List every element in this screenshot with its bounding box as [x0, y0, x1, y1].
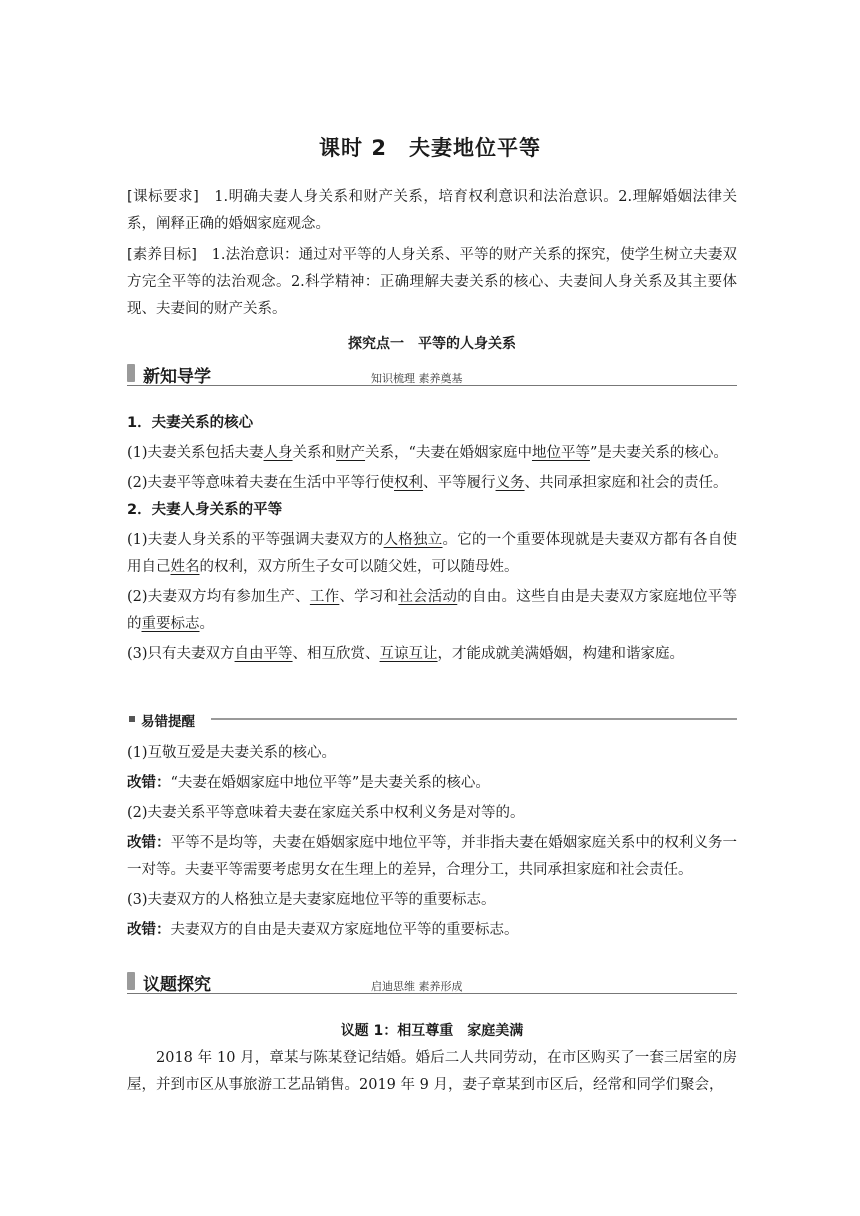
- correction-1: 改错：“夫妻在婚姻家庭中地位平等”是夫妻关系的核心。: [127, 775, 490, 791]
- blank-answer: 重要标志: [141, 616, 200, 632]
- knowledge-block: [127, 410, 737, 668]
- blank-answer: 互谅互让: [379, 646, 438, 662]
- intro-block: [127, 184, 737, 323]
- paragraph-core-1: (1)夫妻关系包括夫妻人身关系和财产关系，“夫妻在婚姻家庭中地位平等”是夫妻关系的核心。: [127, 445, 728, 461]
- section-divider: [127, 993, 737, 994]
- requirements-paragraph: [127, 184, 737, 238]
- blank-answer: 自由平等: [234, 646, 293, 662]
- paragraph-core-2: (2)夫妻平等意味着夫妻在生活中平等行使权利、平等履行义务、共同承担家庭和社会的责任。: [127, 475, 728, 491]
- requirements-text: 1.明确夫妻人身关系和财产关系，培育权利意识和法治意识。2.理解婚姻法律关系，阐释正确的婚姻家庭观念。: [127, 189, 737, 232]
- blank-answer: 社会活动: [398, 589, 458, 605]
- blank-answer: 地位平等: [531, 445, 590, 461]
- goals-text: 1.法治意识：通过对平等的人身关系、平等的财产关系的探究，使学生树立夫妻双方完全平等的法治观念。2.科学精神：正确理解夫妻关系的核心、夫妻间人身关系及其主要体现、夫妻间的财产关系。: [127, 247, 737, 317]
- story-paragraph: 2018 年 10 月，章某与陈某登记结婚。婚后二人共同劳动，在市区购买了一套三居室的房屋，并到市区从事旅游工艺品销售。2019 年 9 月，妻子章某到市区后，经常和同学们聚会，: [127, 1050, 737, 1093]
- goals-tag: [素养目标]: [127, 247, 197, 263]
- heading-core: 1．夫妻关系的核心: [127, 415, 254, 431]
- topic-title: 议题 1：相互尊重 家庭美满: [340, 1023, 524, 1039]
- page-title: 课时 2 夫妻地位平等: [319, 136, 541, 160]
- tip-bullet-icon: [129, 716, 135, 722]
- requirements-tag: [课标要求]: [127, 189, 199, 205]
- error-statement-2: (2)夫妻关系平等意味着夫妻在家庭关系中权利义务是对等的。: [127, 805, 525, 821]
- section-bar-new-knowledge: [127, 362, 737, 386]
- explore-title: 探究点一 平等的人身关系: [348, 336, 516, 352]
- section-tab-icon: [127, 972, 135, 990]
- paragraph-personal-3: (3)只有夫妻双方自由平等、相互欣赏、互谅互让，才能成就美满婚姻，构建和谐家庭。: [127, 646, 685, 662]
- section-bar-topic: [127, 970, 737, 994]
- section-subtitle: 启迪思维 素养形成: [371, 980, 463, 993]
- section-divider: [127, 385, 737, 386]
- section-name: 新知导学: [143, 367, 211, 387]
- blank-answer: 人身: [263, 445, 293, 461]
- correction-3: 改错：夫妻双方的自由是夫妻双方家庭地位平等的重要标志。: [127, 922, 519, 938]
- blank-answer: 人格独立: [383, 532, 443, 548]
- section-tab-icon: [127, 364, 135, 382]
- blank-answer: 义务: [495, 475, 525, 491]
- section-name: 议题探究: [143, 975, 211, 995]
- tip-title: 易错提醒: [141, 714, 195, 730]
- tip-bar: [127, 710, 737, 728]
- section-subtitle: 知识梳理 素养奠基: [371, 372, 463, 385]
- blank-answer: 权利: [394, 475, 424, 491]
- error-statement-3: (3)夫妻双方的人格独立是夫妻家庭地位平等的重要标志。: [127, 892, 496, 908]
- tips-block: [127, 740, 737, 944]
- blank-answer: 财产: [336, 445, 366, 461]
- correction-2: 改错：平等不是均等，夫妻在婚姻家庭中地位平等，并非指夫妻在婚姻家庭关系中的权利义务一一对等。夫妻平等需要考虑男女在生理上的差异，合理分工，共同承担家庭和社会责任。: [127, 835, 738, 878]
- paragraph-personal-2: (2)夫妻双方均有参加生产、工作、学习和社会活动的自由。这些自由是夫妻双方家庭地位平等的重要标志。: [127, 589, 738, 632]
- story-block: [127, 1045, 737, 1099]
- paragraph-personal-1: (1)夫妻人身关系的平等强调夫妻双方的人格独立。它的一个重要体现就是夫妻双方都有各自使用自己姓名的权利，双方所生子女可以随父姓，可以随母姓。: [127, 532, 738, 575]
- heading-personal: 2．夫妻人身关系的平等: [127, 502, 283, 518]
- blank-answer: 工作: [309, 589, 340, 605]
- tip-divider: [211, 718, 737, 720]
- goals-paragraph: [127, 242, 737, 323]
- error-statement-1: (1)互敬互爱是夫妻关系的核心。: [127, 745, 337, 761]
- blank-answer: 姓名: [170, 559, 200, 575]
